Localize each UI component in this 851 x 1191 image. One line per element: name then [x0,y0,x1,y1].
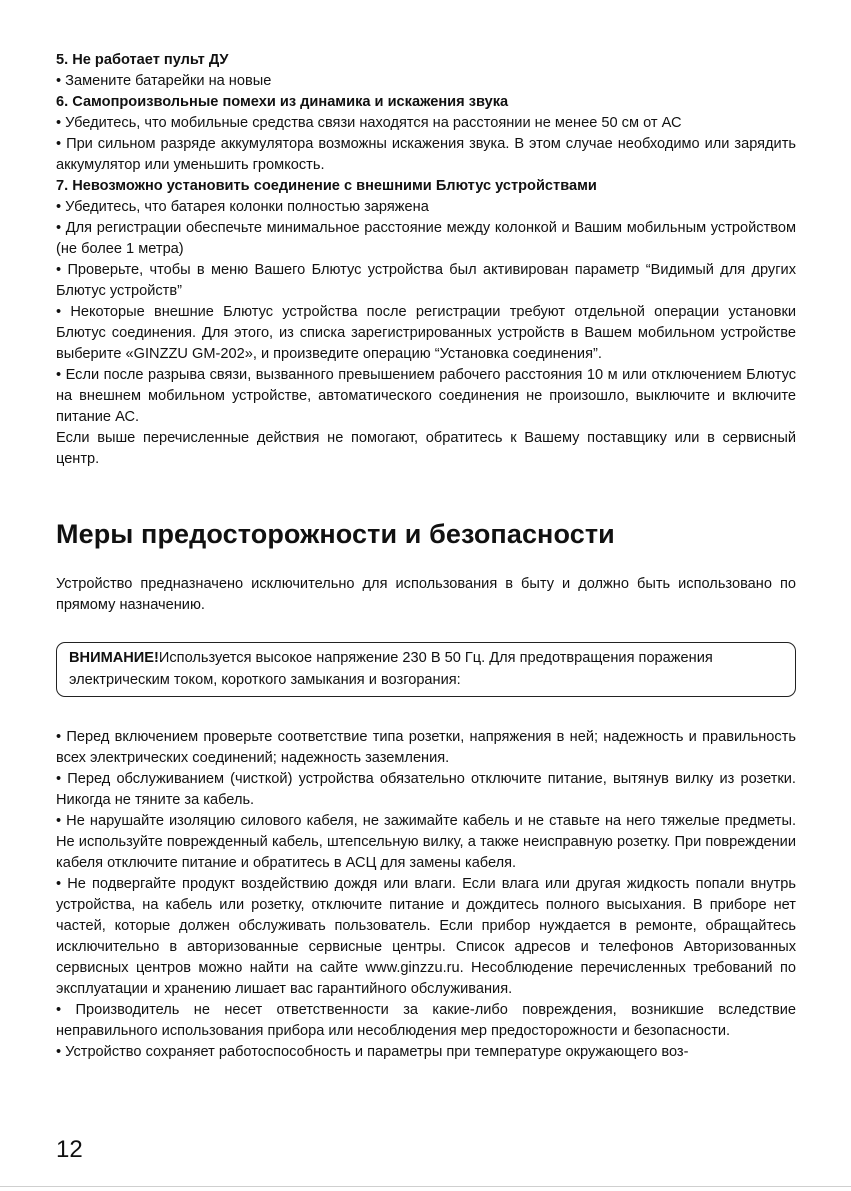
paragraph: • Если после разрыва связи, вызванного превышением рабочего расстояния 10 м или отключением Блютус на внешнем мобильном устройстве, автоматического соединения не произошло, выключите и включите питание АС. [56,367,796,425]
list-item: • Перед обслуживанием (чисткой) устройства обязательно отключите питание, вытянув вилку из розетки. Никогда не тяните за кабель. [56,771,796,808]
paragraph: • Проверьте, чтобы в меню Вашего Блютус устройства был активирован параметр “Видимый для других Блютус устройств” [56,262,796,299]
paragraph: • При сильном разряде аккумулятора возможны искажения звука. В этом случае необходимо или зарядить аккумулятор или уменьшить громкость. [56,136,796,173]
list-item: • Устройство сохраняет работоспособность и параметры при температуре окружающего воз- [56,1044,689,1060]
bottom-divider [0,1186,851,1187]
manual-page [56,50,796,1063]
section-heading: 6. Самопроизвольные помехи из динамика и искажения звука [56,94,509,110]
paragraph: • Убедитесь, что мобильные средства связи находятся на расстоянии не менее 50 см от АС [56,115,682,131]
warning-text: Используется высокое напряжение 230 В 50 Гц. Для предотвращения поражения электрическим током, короткого замыкания и возгорания: [69,650,713,688]
troubleshooting-section [56,50,796,470]
list-item: • Производитель не несет ответственности за какие-либо повреждения, возникшие вследствие неправильного использования прибора или несоблюдения мер предосторожности и безопасности. [56,1002,796,1039]
section-heading: 5. Не работает пульт ДУ [56,52,229,68]
paragraph: • Убедитесь, что батарея колонки полностью заряжена [56,199,429,215]
warning-box [56,642,796,697]
paragraph: • Некоторые внешние Блютус устройства после регистрации требуют отдельной операции установки Блютус соединения. Для этого, из списка зарегистрированных устройств в Вашем мобильном устройстве выберите «GINZZU GM-202», и произведите операцию “Установка соединения”. [56,304,796,362]
warning-label: ВНИМАНИЕ! [69,650,159,666]
list-item: • Не нарушайте изоляцию силового кабеля, не зажимайте кабель и не ставьте на него тяжелые предметы. Не используйте поврежденный кабель, штепсельную вилку, а также неисправную розетку. При повреждении кабеля отключите питание и обратитесь в АСЦ для замены кабеля. [56,813,796,871]
list-item: • Перед включением проверьте соответствие типа розетки, напряжения в ней; надежность и правильность всех электрических соединений; надежность заземления. [56,729,796,766]
paragraph: • Для регистрации обеспечьте минимальное расстояние между колонкой и Вашим мобильным устройством (не более 1 метра) [56,220,796,257]
paragraph: • Замените батарейки на новые [56,73,272,89]
safety-intro: Устройство предназначено исключительно для использования в быту и должно быть использовано по прямому назначению. [56,576,796,613]
safety-list [56,727,796,1063]
section-heading: 7. Невозможно установить соединение с внешними Блютус устройствами [56,178,597,194]
list-item: • Не подвергайте продукт воздействию дождя или влаги. Если влага или другая жидкость попали внутрь устройства, на кабель или розетку, отключите питание и дождитесь полного высыхания. В приборе нет частей, которые должен обслуживать пользователь. Если прибор нуждается в ремонте, обращайтесь исключительно в авторизованные сервисные центры. Список адресов и телефонов Авторизованных сервисных центров можно найти на сайте www.ginzzu.ru. Несоблюдение перечисленных требований по эксплуатации и хранению лишает вас гарантийного обслуживания. [56,876,796,997]
page-number: 12 [56,1136,83,1163]
paragraph: Если выше перечисленные действия не помогают, обратитесь к Вашему поставщику или в сервисный центр. [56,430,796,467]
warning-paragraph [69,647,783,691]
safety-title: Меры предосторожности и безопасности [56,519,615,549]
